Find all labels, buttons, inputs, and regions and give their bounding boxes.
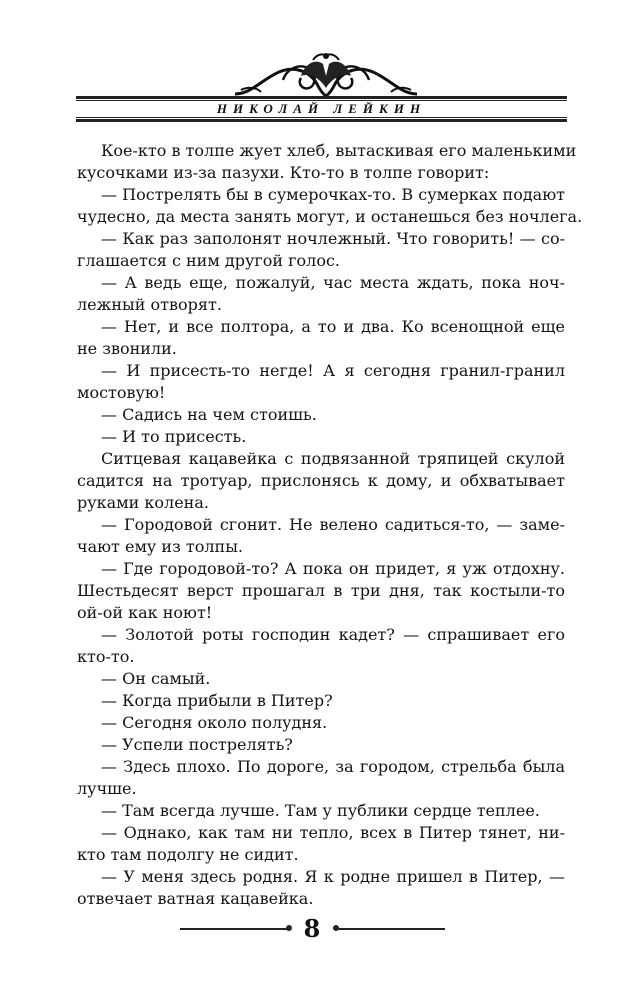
text-line: кусочками из-за пазухи. Кто-то в толпе говорит: xyxy=(77,163,490,182)
header-rule-bottom xyxy=(76,119,567,122)
footer-rule-left xyxy=(180,928,288,930)
text-line: — И то присесть. xyxy=(101,427,247,446)
ornament-scroll-icon xyxy=(231,50,421,98)
text-line: садится на тротуар, прислонясь к дому, и обхватывает xyxy=(77,471,565,490)
text-line: кто-то. xyxy=(77,647,135,666)
text-line: ой-ой как ноют! xyxy=(77,603,213,622)
text-line: — Там всегда лучше. Там у публики сердце теплее. xyxy=(101,801,540,820)
text-line: — Когда прибыли в Питер? xyxy=(101,691,333,710)
text-line: — У меня здесь родня. Я к родне пришел в Питер, — xyxy=(101,867,565,886)
text-line: — Пострелять бы в сумерочках-то. В сумерках подают xyxy=(101,185,565,204)
text-line: не звонили. xyxy=(77,339,177,358)
text-line: Кое-кто в толпе жует хлеб, вытаскивая его маленькими xyxy=(101,141,577,160)
text-line: кто там подолгу не сидит. xyxy=(77,845,299,864)
text-line: — И присесть-то негде! А я сегодня гранил-гранил xyxy=(101,361,565,380)
text-line: Шестьдесят верст прошагал в три дня, так костыли-то xyxy=(77,581,565,600)
text-line: — Золотой роты господин кадет? — спрашивает его xyxy=(101,625,565,644)
text-line: глашается с ним другой голос. xyxy=(77,251,340,270)
text-line: лежный отворят. xyxy=(77,295,222,314)
text-line: лучше. xyxy=(77,779,137,798)
body-text xyxy=(77,140,583,910)
page-footer xyxy=(180,914,445,944)
text-line: чудесно, да места занять могут, и останешься без ночлега. xyxy=(77,207,583,226)
text-line: — Садись на чем стоишь. xyxy=(101,405,317,424)
header-rule-bottom-thin xyxy=(76,117,567,118)
text-line: — Нет, и все полтора, а то и два. Ко всенощной еще xyxy=(101,317,565,336)
text-line: — Он самый. xyxy=(101,669,211,688)
text-line: мостовую! xyxy=(77,383,166,402)
text-line: Ситцевая кацавейка с подвязанной тряпицей скулой xyxy=(101,449,565,468)
text-line: — Успели пострелять? xyxy=(101,735,293,754)
footer-dot-left xyxy=(286,925,292,931)
text-line: — Однако, как там ни тепло, всех в Питер тянет, ни- xyxy=(101,823,565,842)
text-line: — Сегодня около полудня. xyxy=(101,713,328,732)
text-line: — Где городовой-то? А пока он придет, я уж отдохну. xyxy=(101,559,565,578)
running-head: НИКОЛАЙ ЛЕЙКИН xyxy=(216,101,427,116)
header-rule-top xyxy=(76,96,567,99)
text-line: отвечает ватная кацавейка. xyxy=(77,889,314,908)
header-band xyxy=(76,96,567,122)
header-ornament xyxy=(231,50,421,98)
text-line: чают ему из толпы. xyxy=(77,537,244,556)
text-line: — Городовой сгонит. Не велено садиться-то, — заме- xyxy=(101,515,565,534)
text-line: — Здесь плохо. По дороге, за городом, стрельба была xyxy=(101,757,565,776)
text-line: — Как раз заполонят ночлежный. Что говорить! — со- xyxy=(101,229,565,248)
text-line: руками колена. xyxy=(77,493,209,512)
page-number: 8 xyxy=(303,914,321,943)
footer-rule-right xyxy=(337,928,445,930)
text-line: — А ведь еще, пожалуй, час места ждать, пока ноч- xyxy=(101,273,565,292)
